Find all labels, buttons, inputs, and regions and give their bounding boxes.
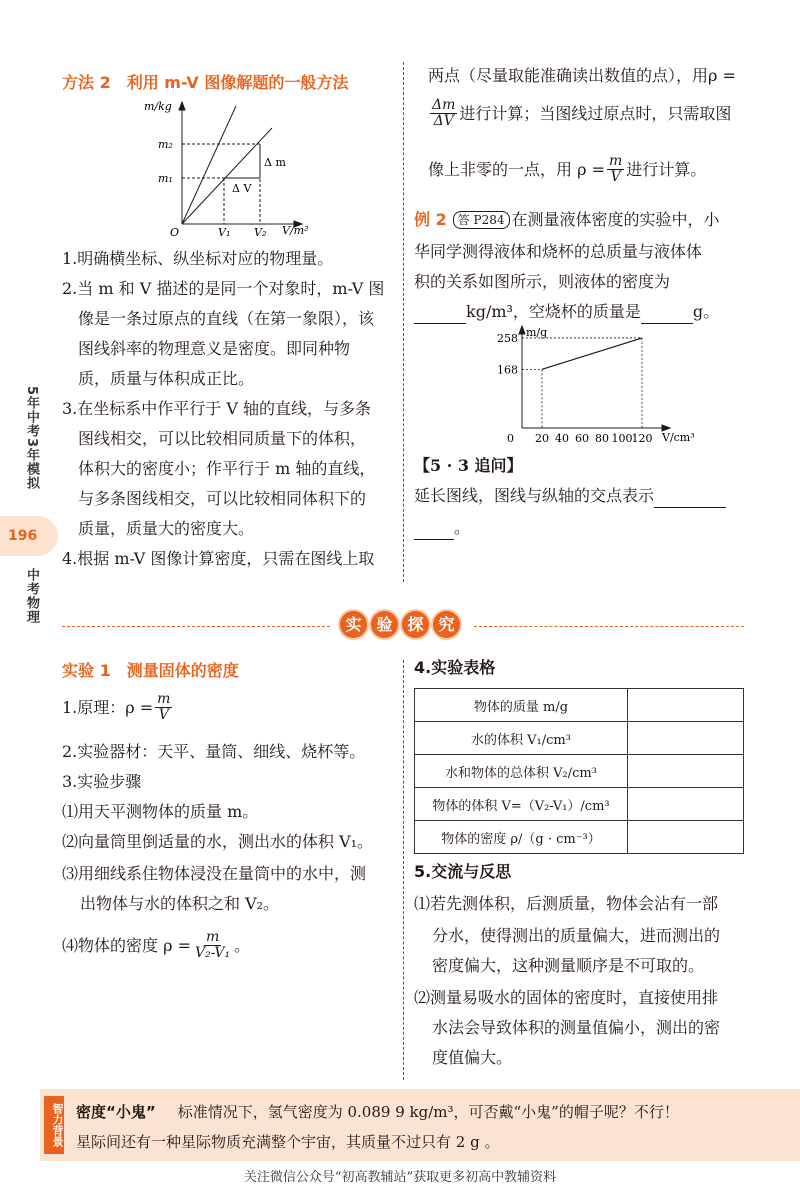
chart-series-line <box>542 338 642 369</box>
method2-line: 4.根据 m-V 图像计算密度，只需在图线上取 <box>62 549 375 568</box>
followup-line2: 。 <box>414 516 470 540</box>
example2-line1: 例 2 答 P284 在测量液体密度的实验中，小 <box>414 208 720 232</box>
method2-line: 图线斜率的物理意义是密度。即同种物 <box>78 339 351 358</box>
step-line: ⑴用天平测物体的质量 m。 <box>62 802 259 821</box>
method2-list <box>62 244 384 574</box>
reflection-line: ⑵测量易吸水的固体的密度时，直接使用排 <box>414 988 719 1007</box>
section-divider-right <box>474 626 744 627</box>
chart-x-tick-label: 80 <box>595 432 609 445</box>
table-row <box>415 788 744 821</box>
column-divider-bottom <box>403 660 404 1080</box>
step-line: ⑵向量筒里倒适量的水，测出水的体积 V₁。 <box>62 832 374 851</box>
table-cell-value[interactable] <box>628 821 744 854</box>
banner-char: 实 <box>340 611 367 638</box>
example2-line3: 积的关系如图所示，则液体的密度为 <box>414 272 671 291</box>
series-label: 5年中考3年模拟 <box>24 386 39 491</box>
banner-char: 究 <box>433 611 460 638</box>
mv-graph <box>140 98 320 238</box>
graph-steep-line <box>182 106 236 224</box>
graph-m2-label: m₂ <box>158 138 173 151</box>
chart-x-tick-label: 100 <box>611 432 633 445</box>
graph-v1-label: V₁ <box>218 226 231 239</box>
equipment-line: 2.实验器材：天平、量筒、细线、烧杯等。 <box>62 742 366 761</box>
banner-char: 验 <box>371 611 398 638</box>
chart-y-label: m/g <box>526 326 548 339</box>
method2-line: 3.在坐标系中作平行于 V 轴的直线，与多条 <box>62 399 371 418</box>
table-cell-label: 物体的体积 V=（V₂-V₁）/cm³ <box>415 788 628 821</box>
reflection-line: 水法会导致体积的测量值偏小，测出的密 <box>432 1018 721 1037</box>
table-cell-label: 物体的质量 m/g <box>415 689 628 722</box>
chart-y-tick-label: 168 <box>497 363 518 377</box>
tip-line1: 密度“小鬼” 标准情况下，氢气密度为 0.089 9 kg/m³，可否戴“小鬼”的帽子呢？不行！ <box>76 1103 679 1121</box>
method2-line: 像是一条过原点的直线（在第一象限），该 <box>78 309 375 328</box>
graph-m1-label: m₁ <box>158 172 173 185</box>
chart-y-tick-label: 258 <box>497 331 518 345</box>
method2-line: 质，质量与体积成正比。 <box>78 369 255 388</box>
answer-ref-badge[interactable]: 答 P284 <box>453 211 510 229</box>
chart-y-arrow <box>519 326 525 334</box>
table-cell-value[interactable] <box>628 689 744 722</box>
table-row <box>415 722 744 755</box>
step4-line: ⑷物体的密度 ρ = $\frac{m}{\text{V₂-V₁}}$ 。 <box>62 929 251 961</box>
reflection-line: ⑴若先测体积，后测质量，物体会沾有一部 <box>414 894 719 913</box>
principle-fraction: $\frac{m}{V}$ <box>157 691 171 723</box>
table-row <box>415 755 744 788</box>
example2-chart <box>470 326 695 446</box>
method2-line: 与多条图线相交，可以比较相同体积下的 <box>78 489 367 508</box>
section-banner <box>340 611 464 638</box>
right-top-line2: $\frac{\Delta m}{\Delta V}$ 进行计算；当图线过原点时，只需取图 <box>432 97 732 129</box>
tip-title: 密度“小鬼” <box>76 1103 156 1121</box>
step4-fraction: $\frac{m}{\text{V₂-V₁}}$ <box>195 929 231 961</box>
mv-fraction: $\frac{m}{V}$ <box>609 153 623 185</box>
chart-x-tick-label: 60 <box>575 432 589 445</box>
graph-delta-m-label: Δ m <box>264 156 286 169</box>
graph-y-label: m/kg <box>144 100 172 113</box>
example2-line2: 华同学测得液体和烧杯的总质量与液体体 <box>414 242 703 261</box>
table-cell-value[interactable] <box>628 722 744 755</box>
graph-v2-label: V₂ <box>254 226 267 239</box>
step-line: 出物体与水的体积之和 V₂。 <box>80 894 280 913</box>
graph-y-arrow <box>179 102 185 110</box>
column-divider-top <box>403 62 404 582</box>
table-row <box>415 821 744 854</box>
delta-fraction: $\frac{\Delta m}{\Delta V}$ <box>432 97 456 129</box>
followup-label: 【5 · 3 追问】 <box>414 456 523 475</box>
reflection-line: 分水，使得测出的质量偏大，进而测出的 <box>432 926 721 945</box>
table-cell-value[interactable] <box>628 755 744 788</box>
mass-answer-blank[interactable] <box>641 305 693 324</box>
table-cell-label: 物体的密度 ρ/（g · cm⁻³） <box>415 821 628 854</box>
chart-x-tick-label: 40 <box>555 432 569 445</box>
method2-line: 2.当 m 和 V 描述的是同一个对象时，m-V 图 <box>62 279 385 298</box>
method2-line: 体积大的密度小；作平行于 m 轴的直线， <box>78 459 376 478</box>
table-cell-value[interactable] <box>628 788 744 821</box>
step-line: ⑶用细线系住物体浸没在量筒中的水中，测 <box>62 864 367 883</box>
footer-note: 关注微信公众号“初高教辅站”获取更多初高中教辅资料 <box>243 1170 557 1185</box>
followup-blank-1[interactable] <box>654 489 726 508</box>
table-row <box>415 689 744 722</box>
chart-origin-label: 0 <box>507 432 514 445</box>
table-cell-label: 水和物体的总体积 V₂/cm³ <box>415 755 628 788</box>
example2-line4: kg/m³，空烧杯的质量是 g。 <box>414 300 719 324</box>
method2-line: 1.明确横坐标、纵坐标对应的物理量。 <box>62 249 334 268</box>
experiment1-heading: 实验 1 测量固体的密度 <box>62 661 239 680</box>
banner-char: 探 <box>402 611 429 638</box>
method2-heading: 方法 2 利用 m-V 图像解题的一般方法 <box>62 73 349 92</box>
followup-line: 延长图线，图线与纵轴的交点表示 <box>414 484 726 508</box>
right-top-line3: 像上非零的一点，用 ρ = $\frac{m}{V}$ 进行计算。 <box>428 153 707 185</box>
graph-shallow-line <box>182 128 272 224</box>
chart-x-tick-label: 120 <box>631 432 653 445</box>
method2-line: 质量，质量大的密度大。 <box>78 519 255 538</box>
reflection-line: 密度偏大，这种测量顺序是不可取的。 <box>432 956 705 975</box>
graph-delta-v-label: Δ V <box>232 182 252 195</box>
example2-label: 例 2 <box>414 210 447 229</box>
chart-x-tick-label: 20 <box>535 432 549 445</box>
table-cell-label: 水的体积 V₁/cm³ <box>415 722 628 755</box>
chart-x-label: V/cm³ <box>662 431 695 444</box>
principle-line: 1.原理：ρ = $\frac{m}{V}$ <box>62 691 171 723</box>
reflection-line: 度值偏大。 <box>432 1048 513 1067</box>
section-divider-left <box>62 626 330 627</box>
graph-x-label: V/m² <box>282 224 309 237</box>
graph-origin-label: O <box>170 226 180 239</box>
subject-label: 中考物理 <box>24 568 39 624</box>
right-top-line1: 两点（尽量取能准确读出数值的点），用ρ = <box>428 66 736 85</box>
followup-blank-2[interactable] <box>414 521 454 540</box>
tip-icon: 智力背景 <box>44 1096 64 1154</box>
tip-line2: 星际间还有一种星际物质充满整个宇宙，其质量不过只有 2 g 。 <box>76 1133 500 1151</box>
page-number: 196 <box>0 516 58 556</box>
reflection-title: 5.交流与反思 <box>414 862 512 881</box>
experiment-table <box>414 688 744 854</box>
steps-title: 3.实验步骤 <box>62 772 142 791</box>
table-title: 4.实验表格 <box>414 658 496 677</box>
density-answer-blank[interactable] <box>414 305 466 324</box>
method2-line: 图线相交，可以比较相同质量下的体积， <box>78 429 367 448</box>
